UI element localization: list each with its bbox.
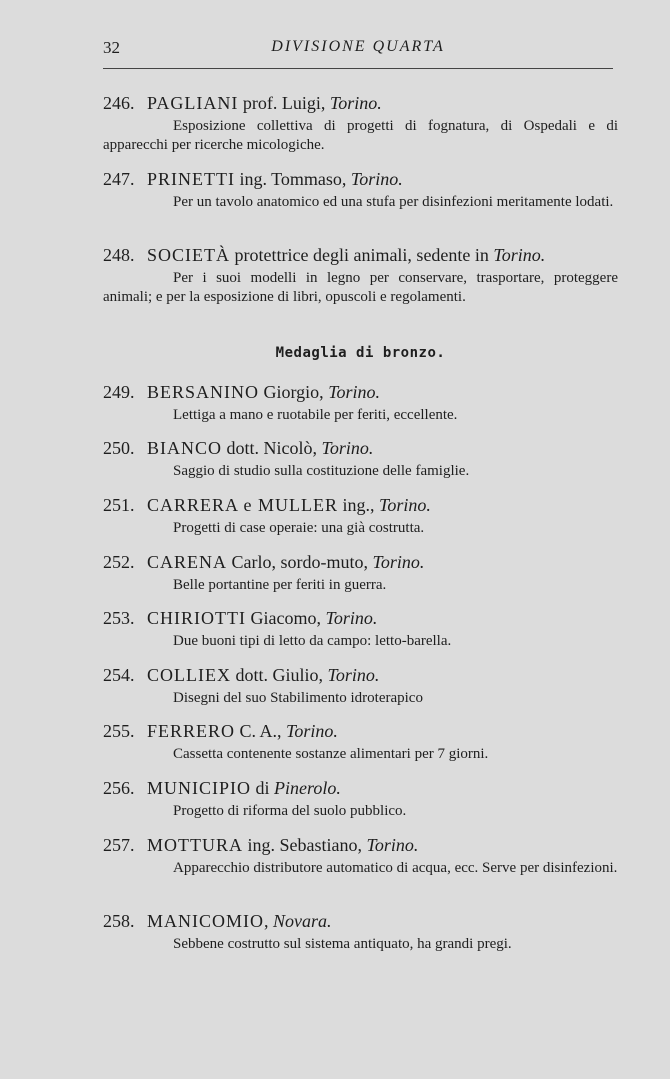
entry-details: Giacomo, <box>245 608 326 628</box>
entry-number: 258. <box>103 911 135 931</box>
entry-number: 250. <box>103 438 135 458</box>
entry-place: Torino. <box>286 721 338 741</box>
entry-253 <box>103 607 618 651</box>
entry-description: Saggio di studio sulla costituzione delle famiglie. <box>173 463 470 479</box>
entry-details: protettrice degli animali, sedente in <box>230 245 494 265</box>
entry-247 <box>103 168 618 212</box>
entry-description: Per un tavolo anatomico ed una stufa per disinfezioni meritamente lodati. <box>173 194 614 210</box>
entry-details: ing., <box>338 495 380 515</box>
entry-description: Sebbene costrutto sul sistema antiquato, ha grandi pregi. <box>173 936 512 952</box>
entry-number: 256. <box>103 778 135 798</box>
entry-place: Torino. <box>327 665 380 685</box>
entry-name: FERRERO <box>147 721 236 741</box>
entry-name: PRINETTI <box>147 169 235 189</box>
entry-place: Torino. <box>350 169 403 189</box>
page-number: 32 <box>103 38 120 57</box>
entry-details: dott. Giulio, <box>230 665 328 685</box>
entry-number: 255. <box>103 721 135 741</box>
entry-place: Torino. <box>321 438 374 458</box>
entry-250 <box>103 437 618 481</box>
entry-details: prof. Luigi, <box>238 93 330 113</box>
entry-number: 248. <box>103 245 135 265</box>
entry-details: ing. Tommaso, <box>235 169 351 189</box>
entry-place: Torino. <box>325 608 378 628</box>
entry-place: Torino. <box>329 93 382 113</box>
entry-number: 247. <box>103 169 135 189</box>
entry-place: Torino. <box>366 835 419 855</box>
entry-name: COLLIEX <box>147 665 231 685</box>
entry-description: Due buoni tipi di letto da campo: letto-barella. <box>173 633 452 649</box>
entry-name: PAGLIANI <box>147 93 239 113</box>
entry-name: MANICOMIO <box>147 911 264 931</box>
entry-place: Torino. <box>493 245 546 265</box>
entry-details: , <box>264 911 273 931</box>
running-head: DIVISIONE QUARTA <box>271 38 445 55</box>
entry-details: di <box>251 778 275 798</box>
entry-place: Torino. <box>379 495 431 515</box>
entry-258 <box>103 910 618 954</box>
entry-description: Belle portantine per feriti in guerra. <box>173 577 387 593</box>
entry-place: Torino. <box>372 552 425 572</box>
entry-description: Cassetta contenente sostanze alimentari per 7 giorni. <box>173 746 489 762</box>
entry-name: CHIRIOTTI <box>147 608 246 628</box>
entry-252 <box>103 551 618 595</box>
entry-number: 252. <box>103 552 135 572</box>
entry-details: Giorgio, <box>259 382 329 402</box>
entry-number: 251. <box>103 495 135 515</box>
entry-name: MOTTURA <box>147 835 243 855</box>
entry-name: CARRERA e MULLER <box>147 495 339 515</box>
entry-place: Pinerolo. <box>274 778 341 798</box>
page-header <box>103 38 613 68</box>
entry-257 <box>103 834 618 878</box>
entry-description: Disegni del suo Stabilimento idroterapico <box>173 690 423 706</box>
entry-number: 249. <box>103 382 135 402</box>
entry-255 <box>103 720 618 764</box>
entry-details: ing. Sebastiano, <box>243 835 367 855</box>
entry-description: Esposizione collettiva di progetti di fognatura, di Ospedali e di apparecchi per ricerche micologiche. <box>103 118 618 153</box>
entry-details: Carlo, sordo-muto, <box>227 552 373 572</box>
entry-details: C. A., <box>235 721 287 741</box>
section-title: Medaglia di bronzo. <box>275 345 446 361</box>
entry-description: Per i suoi modelli in legno per conservare, trasportare, proteggere animali; e per la esposizione di libri, opuscoli e regolamenti. <box>103 270 618 305</box>
entry-description: Progetti di case operaie: una già costrutta. <box>173 520 425 536</box>
entry-description: Lettiga a mano e ruotabile per feriti, eccellente. <box>173 407 458 423</box>
entry-251 <box>103 494 618 538</box>
entry-number: 246. <box>103 93 135 113</box>
entry-name: SOCIETÀ <box>147 245 230 265</box>
header-rule <box>103 68 613 69</box>
entry-name: BIANCO <box>147 438 223 458</box>
entry-description: Progetto di riforma del suolo pubblico. <box>173 803 407 819</box>
entry-name: BERSANINO <box>147 382 260 402</box>
entry-number: 253. <box>103 608 135 628</box>
entry-description: Apparecchio distributore automatico di acqua, ecc. Serve per disinfezioni. <box>173 860 618 876</box>
entry-254 <box>103 664 618 708</box>
entry-place: Torino. <box>328 382 381 402</box>
entry-name: MUNICIPIO <box>147 778 252 798</box>
entry-246 <box>103 92 618 155</box>
entry-248 <box>103 244 618 307</box>
entry-number: 257. <box>103 835 135 855</box>
entry-details: dott. Nicolò, <box>222 438 322 458</box>
entry-name: CARENA <box>147 552 228 572</box>
entry-256 <box>103 777 618 821</box>
entry-number: 254. <box>103 665 135 685</box>
entry-249 <box>103 381 618 425</box>
entry-place: Novara. <box>273 911 332 931</box>
